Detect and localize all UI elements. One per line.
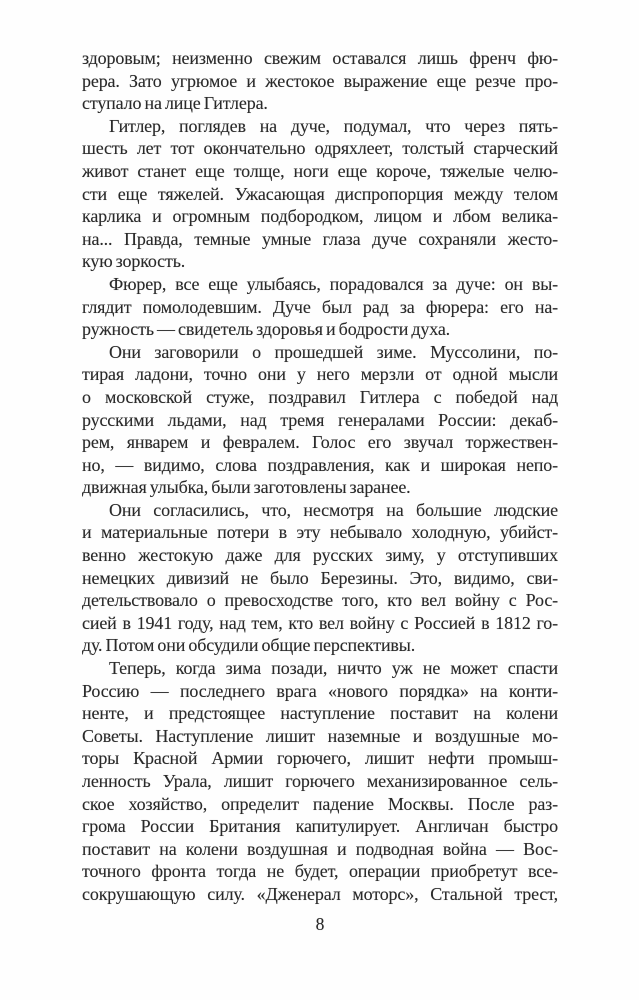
- text-line: карлика и огромным подбородком, лицом и лбом велика-: [82, 206, 558, 227]
- text-line: сокрушающую силу. «Дженерал моторс», Стальной трест,: [82, 883, 558, 904]
- text-line: рем, январем и февралем. Голос его звучал торжествен-: [82, 432, 558, 453]
- text-line: венно жестокую даже для русских зиму, у отступивших: [82, 545, 558, 566]
- text-line: поставит на колени воздушная и подводная война — Вос-: [82, 838, 558, 859]
- text-line: о московской стуже, поздравил Гитлера с победой над: [82, 386, 558, 407]
- text-line: живот станет еще толще, ноги еще короче, тяжелые челю-: [82, 160, 558, 181]
- text-line: Фюрер, все еще улыбаясь, порадовался за дуче: он вы-: [109, 273, 558, 294]
- text-line: грома России Британия капитулирует. Англичан быстро: [82, 816, 558, 837]
- text-line: сти еще тяжелей. Ужасающая диспропорция между телом: [82, 183, 558, 204]
- text-line: ду. Потом они обсудили общие перспективы.: [82, 635, 416, 656]
- text-line: глядит помолодевшим. Дуче был рад за фюрера: его на-: [82, 296, 558, 317]
- text-line: детельствовало о превосходстве того, кто вел войну с Рос-: [82, 590, 558, 611]
- text-line: на... Правда, темные умные глаза дуче сохраняли жесто-: [82, 228, 558, 249]
- paragraph: [82, 273, 558, 341]
- text-line: сией в 1941 году, над тем, кто вел войну с Россией в 1812 го-: [82, 612, 558, 633]
- text-line: тирая ладони, точно они у него мерзли от одной мысли: [82, 364, 558, 385]
- text-line: здоровым; неизменно свежим оставался лишь френч фю-: [82, 48, 558, 68]
- text-line: кую зоркость.: [82, 251, 186, 272]
- text-line: ненте, и предстоящее наступление поставит на колени: [82, 703, 558, 724]
- text-line: Они согласились, что, несмотря на большие людские: [109, 499, 558, 520]
- paragraph: [82, 499, 558, 657]
- text-line: и материальные потери в эту небывало холодную, убийст-: [82, 522, 558, 543]
- text-line: Они заговорили о прошедшей зиме. Муссолини, по-: [109, 341, 558, 362]
- page-number: 8: [315, 914, 325, 934]
- text-line: русскими льдами, над тремя генералами России: декаб-: [82, 409, 558, 430]
- text-line: Гитлер, поглядев на дуче, подумал, что через пять-: [109, 115, 558, 136]
- text-line: Теперь, когда зима позади, ничто уж не может спасти: [109, 658, 558, 679]
- text-line: шесть лет тот окончательно одряхлеет, толстый старческий: [82, 138, 558, 159]
- text-line: движная улыбка, были заготовлены заранее.: [82, 477, 411, 498]
- paragraph: [82, 341, 558, 499]
- text-line: но, — видимо, слова поздравления, как и широкая непо-: [82, 454, 558, 475]
- text-line: немецких дивизий не было Березины. Это, видимо, сви-: [82, 567, 558, 588]
- text-line: торы Красной Армии горючего, лишит нефти промыш-: [82, 748, 558, 769]
- text-line: ское хозяйство, определит падение Москвы. После раз-: [82, 793, 558, 814]
- text-line: ленность Урала, лишит горючего механизированное сель-: [82, 771, 558, 791]
- text-line: ступало на лице Гитлера.: [82, 93, 268, 114]
- text-block: [82, 47, 558, 906]
- paragraph: [82, 47, 558, 115]
- paragraph: [82, 115, 558, 273]
- text-line: рера. Зато угрюмое и жестокое выражение еще резче про-: [82, 70, 558, 91]
- text-line: Россию — последнего врага «нового порядка» на конти-: [82, 680, 558, 701]
- text-line: ружность — свидетель здоровья и бодрости духа.: [82, 319, 451, 340]
- paragraph: [82, 657, 558, 906]
- text-line: Советы. Наступление лишит наземные и воздушные мо-: [82, 725, 558, 746]
- text-line: точного фронта тогда не будет, операции приобретут все-: [82, 861, 558, 882]
